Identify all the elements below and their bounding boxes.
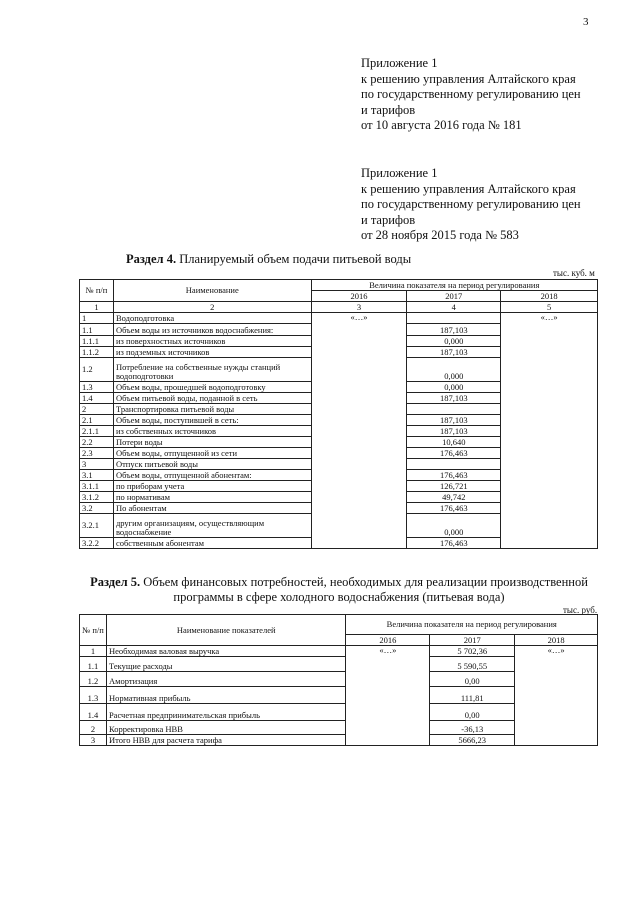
section4-units: тыс. куб. м <box>553 268 595 278</box>
row-num: 1 <box>80 313 114 324</box>
row-name: из подземных источников <box>113 347 311 358</box>
row-name: Нормативная прибыль <box>106 687 346 704</box>
row-value-2017: 49,742 <box>407 492 501 503</box>
section5-units: тыс. руб. <box>563 605 598 615</box>
row-num: 1.1.1 <box>80 336 114 347</box>
row-num: 1.2 <box>80 358 114 382</box>
row-value-2017: 0,000 <box>407 336 501 347</box>
appendix-line: и тарифов <box>361 102 416 117</box>
row-name: Потребление на собственные нужды станций водоподготовки <box>113 358 311 382</box>
row-num: 1.3 <box>80 382 114 393</box>
row-name: Необходимая валовая выручка <box>106 646 346 657</box>
row-value-2017: 187,103 <box>407 426 501 437</box>
header-year-2018: 2018 <box>501 291 598 302</box>
row-num: 3.2.2 <box>80 538 114 549</box>
row-name: По абонентам <box>113 503 311 514</box>
row-name: по нормативам <box>113 492 311 503</box>
row-value-2017: 111,81 <box>430 687 515 704</box>
appendix-line: от 28 ноября 2015 года № 583 <box>361 228 519 242</box>
row-value-2017: 0,00 <box>430 704 515 721</box>
row-name: по приборам учета <box>113 481 311 492</box>
row-value-2017 <box>407 404 501 415</box>
row-value-2017: 176,463 <box>407 470 501 481</box>
colnum-cell: 5 <box>501 302 598 313</box>
header-num: № п/п <box>80 280 114 302</box>
value-2016-placeholder: «…» <box>311 313 407 549</box>
row-value-2017 <box>407 459 501 470</box>
row-value-2017: 10,640 <box>407 437 501 448</box>
row-num: 1.3 <box>80 687 107 704</box>
appendix-line: от 10 августа 2016 года № 181 <box>361 118 522 132</box>
row-num: 2.2 <box>80 437 114 448</box>
appendix-line: и тарифов <box>361 212 416 227</box>
row-name: Объем воды, отпущенной из сети <box>113 448 311 459</box>
row-num: 2.3 <box>80 448 114 459</box>
row-num: 1.1.2 <box>80 347 114 358</box>
row-value-2017 <box>407 313 501 324</box>
row-name: Итого НВВ для расчета тарифа <box>106 735 346 746</box>
header-year-2017: 2017 <box>407 291 501 302</box>
appendix-line: Приложение 1 <box>361 56 438 70</box>
row-name: Объем воды из источников водоснабжения: <box>113 324 311 336</box>
row-value-2017: 5 590,55 <box>430 657 515 672</box>
row-num: 1.2 <box>80 672 107 687</box>
section5-table <box>79 614 598 746</box>
section4-table <box>79 279 598 549</box>
row-name: Амортизация <box>106 672 346 687</box>
row-num: 3 <box>80 735 107 746</box>
value-2018-placeholder: «…» <box>501 313 598 549</box>
header-year-2016: 2016 <box>311 291 407 302</box>
row-num: 2.1 <box>80 415 114 426</box>
row-name: Объем воды, отпущенной абонентам: <box>113 470 311 481</box>
row-value-2017: 126,721 <box>407 481 501 492</box>
colnum-cell: 1 <box>80 302 114 313</box>
appendix-line: к решению управления Алтайского края <box>361 71 576 86</box>
row-num: 2 <box>80 721 107 735</box>
colnum-cell: 2 <box>113 302 311 313</box>
row-num: 3.1.1 <box>80 481 114 492</box>
row-num: 1.4 <box>80 704 107 721</box>
row-num: 3.1 <box>80 470 114 481</box>
row-name: из собственных источников <box>113 426 311 437</box>
page-number: 3 <box>583 16 589 28</box>
row-name: из поверхностных источников <box>113 336 311 347</box>
row-name: Корректировка НВВ <box>106 721 346 735</box>
colnum-cell: 3 <box>311 302 407 313</box>
row-name: Отпуск питьевой воды <box>113 459 311 470</box>
header-name: Наименование показателей <box>106 615 346 646</box>
row-num: 3 <box>80 459 114 470</box>
row-name: Транспортировка питьевой воды <box>113 404 311 415</box>
row-value-2017: 0,000 <box>407 358 501 382</box>
row-name: Объем воды, поступившей в сеть: <box>113 415 311 426</box>
row-value-2017: 187,103 <box>407 393 501 404</box>
section4-title: Раздел 4. Планируемый объем подачи питьевой воды <box>126 252 412 266</box>
value-2018-placeholder: «…» <box>515 646 598 746</box>
row-value-2017: 176,463 <box>407 538 501 549</box>
row-num: 3.2.1 <box>80 514 114 538</box>
row-num: 2 <box>80 404 114 415</box>
appendix-line: по государственному регулированию цен <box>361 197 581 211</box>
row-num: 1.4 <box>80 393 114 404</box>
header-name: Наименование <box>113 280 311 302</box>
header-period: Величина показателя на период регулирования <box>311 280 597 291</box>
row-value-2017: 176,463 <box>407 503 501 514</box>
row-value-2017: 0,00 <box>430 672 515 687</box>
appendix-block-2 <box>361 166 581 244</box>
row-num: 1 <box>80 646 107 657</box>
row-value-2017: 187,103 <box>407 347 501 358</box>
row-name: Текущие расходы <box>106 657 346 672</box>
row-value-2017: 5666,23 <box>430 735 515 746</box>
colnum-cell: 4 <box>407 302 501 313</box>
appendix-block-1 <box>361 56 581 134</box>
appendix-line: Приложение 1 <box>361 166 438 180</box>
row-value-2017: 5 702,36 <box>430 646 515 657</box>
row-num: 3.2 <box>80 503 114 514</box>
row-name: Объем воды, прошедшей водоподготовку <box>113 382 311 393</box>
header-period: Величина показателя на период регулирования <box>346 615 598 635</box>
section5-title: Раздел 5. Объем финансовых потребностей, необходимых для реализации производственной программы в сфере холодного водоснабжения (питьевая вода) <box>90 575 588 604</box>
row-num: 1.1 <box>80 324 114 336</box>
row-value-2017: 187,103 <box>407 324 501 336</box>
row-name: Расчетная предпринимательская прибыль <box>106 704 346 721</box>
header-year-2018: 2018 <box>515 635 598 646</box>
row-value-2017: 0,000 <box>407 514 501 538</box>
row-value-2017: 187,103 <box>407 415 501 426</box>
row-name: собственным абонентам <box>113 538 311 549</box>
row-name: Водоподготовка <box>113 313 311 324</box>
row-value-2017: -36,13 <box>430 721 515 735</box>
row-name: другим организациям, осуществляющим водоснабжение <box>113 514 311 538</box>
header-year-2016: 2016 <box>346 635 430 646</box>
value-2016-placeholder: «…» <box>346 646 430 746</box>
row-value-2017: 0,000 <box>407 382 501 393</box>
row-name: Потери воды <box>113 437 311 448</box>
row-num: 1.1 <box>80 657 107 672</box>
header-year-2017: 2017 <box>430 635 515 646</box>
header-num: № п/п <box>80 615 107 646</box>
appendix-line: по государственному регулированию цен <box>361 87 581 101</box>
row-name: Объем питьевой воды, поданной в сеть <box>113 393 311 404</box>
row-num: 2.1.1 <box>80 426 114 437</box>
appendix-line: к решению управления Алтайского края <box>361 181 576 196</box>
row-num: 3.1.2 <box>80 492 114 503</box>
row-value-2017: 176,463 <box>407 448 501 459</box>
